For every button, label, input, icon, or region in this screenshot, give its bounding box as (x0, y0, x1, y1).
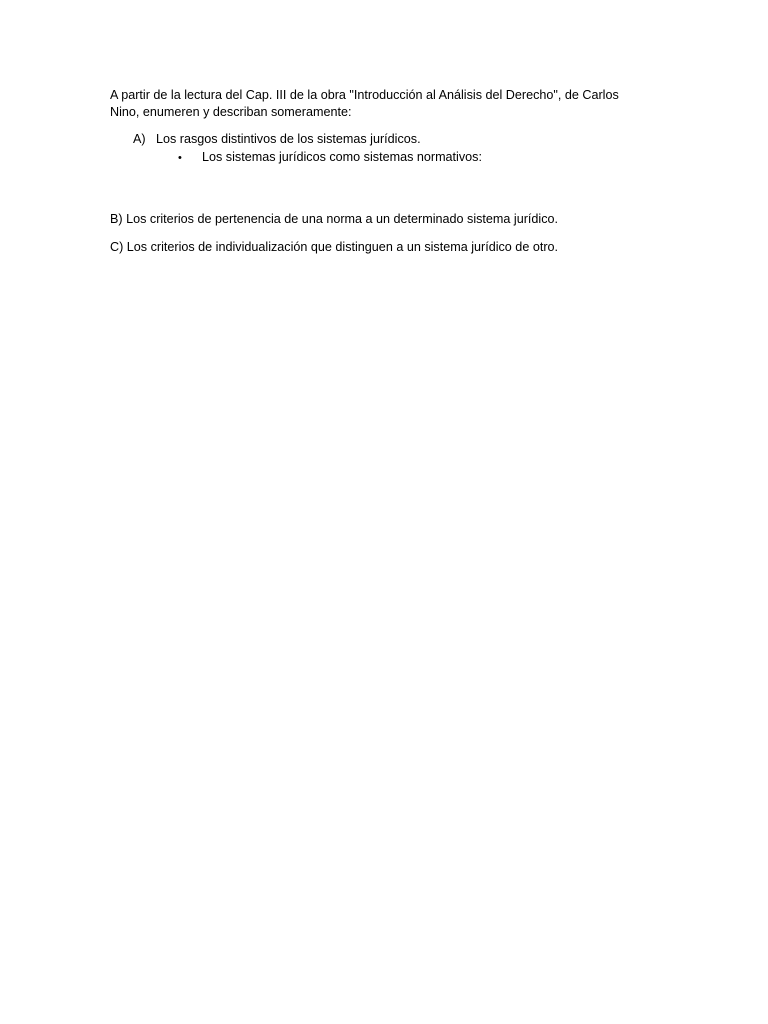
list-item-a-text: Los rasgos distintivos de los sistemas jurídicos. (156, 132, 421, 146)
list-item-b: B) Los criterios de pertenencia de una norma a un determinado sistema jurídico. (110, 212, 559, 226)
bullet-item (178, 149, 482, 167)
bullet-item-text: Los sistemas jurídicos como sistemas normativos: (202, 150, 482, 164)
list-marker-a: A) (133, 132, 146, 146)
list-item-a (133, 131, 421, 148)
list-item-c: C) Los criterios de individualización que distinguen a un sistema jurídico de otro. (110, 240, 559, 254)
intro-paragraph: A partir de la lectura del Cap. III de la obra "Introducción al Análisis del Derecho", de Carlos Nino, enumeren y describan someramente: (110, 88, 619, 119)
bullet-icon: • (178, 152, 182, 164)
